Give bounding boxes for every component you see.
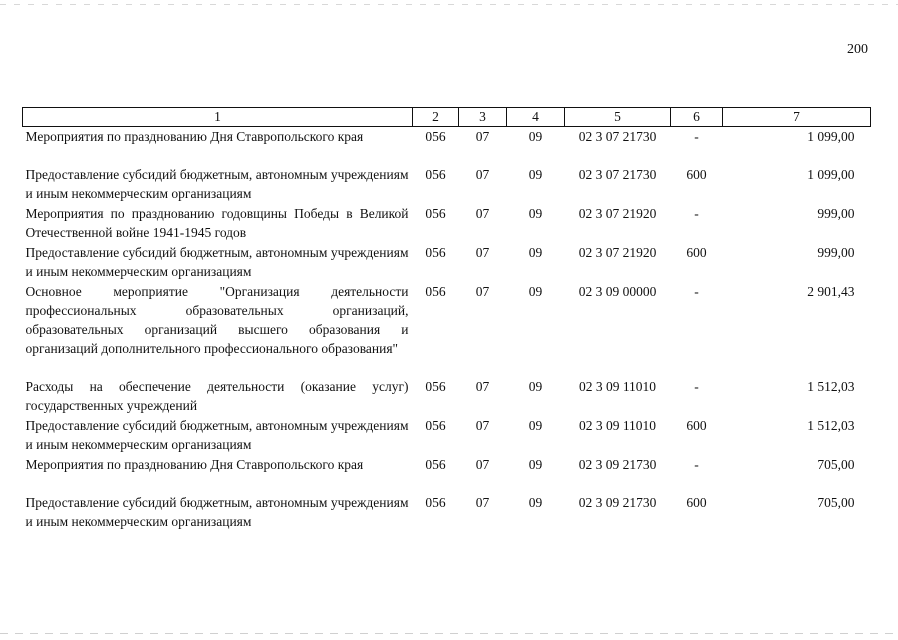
table-row: [23, 127, 871, 166]
scan-edge-bottom: [0, 633, 898, 634]
row-target-article: 02 3 09 11010: [578, 418, 657, 433]
row-name: Мероприятия по празднованию Дня Ставропольского края: [25, 129, 364, 144]
row-ministry-code: 056: [425, 284, 446, 299]
row-section: 07: [475, 129, 490, 144]
row-expense-type: -: [694, 206, 699, 221]
row-amount: 999,00: [817, 206, 855, 221]
row-section: 07: [475, 245, 490, 260]
row-name: Предоставление субсидий бюджетным, автономным учреждениям и иным некоммерческим организациям: [25, 418, 409, 452]
row-expense-type: -: [694, 379, 699, 394]
row-name: Мероприятия по празднованию Дня Ставропольского края: [25, 457, 364, 472]
header-row: [23, 108, 871, 127]
row-amount: 1 099,00: [807, 129, 855, 144]
table-row: [23, 204, 871, 243]
row-section: 07: [475, 495, 490, 510]
row-name: Предоставление субсидий бюджетным, автономным учреждениям и иным некоммерческим организациям: [25, 245, 409, 279]
header-cell-2: 2: [413, 108, 459, 127]
row-subsection: 09: [528, 457, 543, 472]
row-ministry-code: 056: [425, 457, 446, 472]
row-subsection: 09: [528, 245, 543, 260]
row-target-article: 02 3 07 21730: [578, 129, 657, 144]
header-cell-3: 3: [459, 108, 507, 127]
table-row: [23, 416, 871, 455]
row-amount: 705,00: [817, 495, 855, 510]
row-subsection: 09: [528, 495, 543, 510]
budget-table: [22, 107, 871, 532]
row-target-article: 02 3 07 21920: [578, 245, 657, 260]
row-expense-type: -: [694, 129, 699, 144]
row-name: Предоставление субсидий бюджетным, автономным учреждениям и иным некоммерческим организациям: [25, 495, 409, 529]
row-expense-type: -: [694, 284, 699, 299]
row-target-article: 02 3 07 21730: [578, 167, 657, 182]
row-ministry-code: 056: [425, 167, 446, 182]
table-row: [23, 243, 871, 282]
row-expense-type: 600: [686, 167, 707, 182]
row-section: 07: [475, 284, 490, 299]
row-expense-type: 600: [686, 418, 707, 433]
table-row: [23, 493, 871, 532]
table-row: [23, 455, 871, 493]
row-amount: 999,00: [817, 245, 855, 260]
row-ministry-code: 056: [425, 206, 446, 221]
row-ministry-code: 056: [425, 379, 446, 394]
row-section: 07: [475, 206, 490, 221]
row-amount: 2 901,43: [807, 284, 855, 299]
row-expense-type: 600: [686, 495, 707, 510]
row-amount: 1 512,03: [807, 379, 855, 394]
row-section: 07: [475, 379, 490, 394]
header-cell-5: 5: [565, 108, 671, 127]
row-name: Мероприятия по празднованию годовщины Победы в Великой Отечественной войне 1941-1945 годов: [25, 206, 409, 240]
row-target-article: 02 3 09 00000: [578, 284, 657, 299]
table-row: [23, 165, 871, 204]
row-subsection: 09: [528, 167, 543, 182]
row-target-article: 02 3 07 21920: [578, 206, 657, 221]
row-target-article: 02 3 09 21730: [578, 495, 657, 510]
row-expense-type: -: [694, 457, 699, 472]
row-target-article: 02 3 09 11010: [578, 379, 657, 394]
row-amount: 705,00: [817, 457, 855, 472]
row-expense-type: 600: [686, 245, 707, 260]
scan-edge-top: [0, 4, 898, 5]
row-name: Расходы на обеспечение деятельности (оказание услуг) государственных учреждений: [25, 379, 409, 413]
page-number: 200: [847, 42, 868, 57]
row-amount: 1 512,03: [807, 418, 855, 433]
table-row: [23, 282, 871, 377]
row-ministry-code: 056: [425, 495, 446, 510]
row-target-article: 02 3 09 21730: [578, 457, 657, 472]
row-section: 07: [475, 167, 490, 182]
header-cell-1: 1: [23, 108, 413, 127]
row-subsection: 09: [528, 129, 543, 144]
row-ministry-code: 056: [425, 245, 446, 260]
header-cell-7: 7: [723, 108, 871, 127]
row-section: 07: [475, 418, 490, 433]
row-subsection: 09: [528, 418, 543, 433]
row-ministry-code: 056: [425, 129, 446, 144]
row-subsection: 09: [528, 284, 543, 299]
row-name: Предоставление субсидий бюджетным, автономным учреждениям и иным некоммерческим организациям: [25, 167, 409, 201]
row-subsection: 09: [528, 379, 543, 394]
row-name: Основное мероприятие "Организация деятельности профессиональных образовательных организаций, образовательных организаций высшего образования и организаций дополнительного профессионального образования": [25, 284, 409, 356]
header-cell-4: 4: [507, 108, 565, 127]
row-section: 07: [475, 457, 490, 472]
row-ministry-code: 056: [425, 418, 446, 433]
header-cell-6: 6: [671, 108, 723, 127]
row-amount: 1 099,00: [807, 167, 855, 182]
table-row: [23, 377, 871, 416]
row-subsection: 09: [528, 206, 543, 221]
